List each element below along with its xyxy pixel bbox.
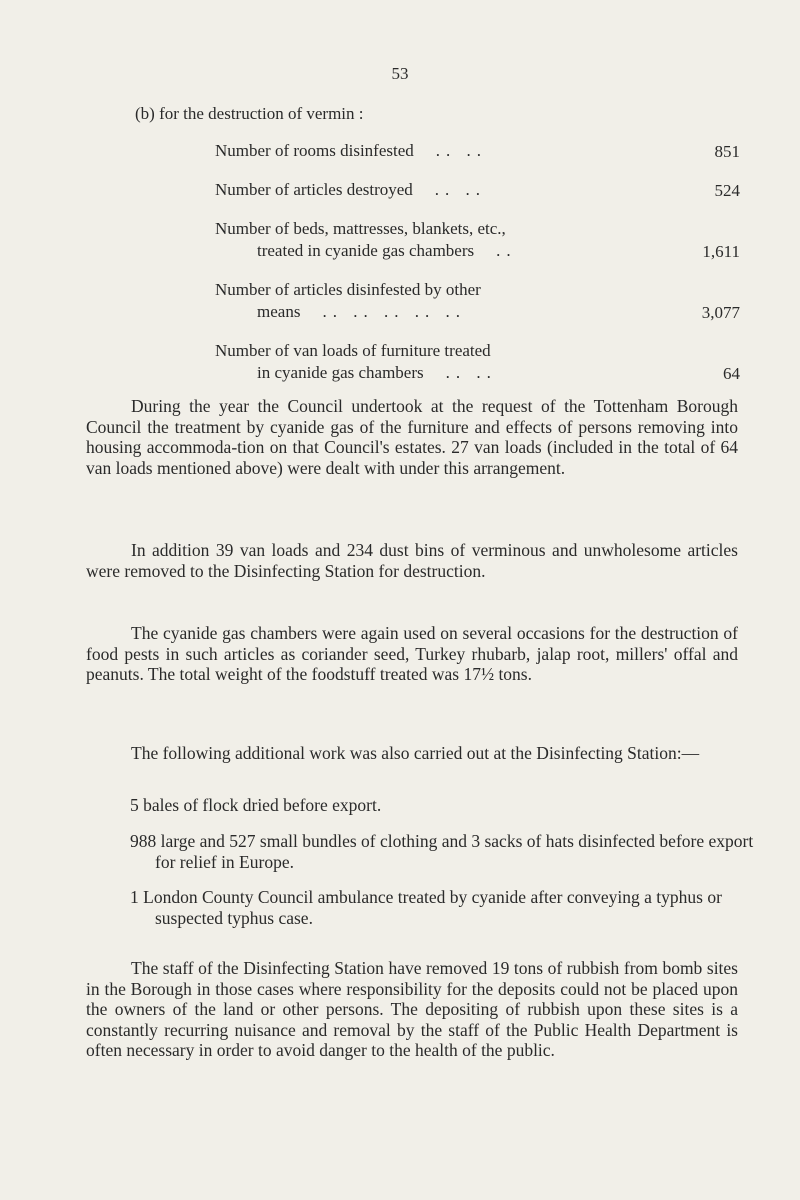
stat-label-text: Number of articles disinfested by other	[215, 280, 481, 299]
paragraph-additional-work-intro: The following additional work was also carried out at the Disinfecting Station:—	[131, 743, 700, 763]
stat-value: 3,077	[701, 303, 740, 322]
stat-label-continuation: treated in cyanide gas chambers	[257, 241, 475, 260]
list-item-flock: 5 bales of flock dried before export.	[130, 795, 382, 815]
paragraph-food-pests: The cyanide gas chambers were again used on several occasions for the destruction of food pests in such articles as coriander seed, Turkey rhubarb, jalap root, millers' offal and peanuts. The total weight of the foodstuff treated was 17½ tons.	[86, 623, 738, 684]
stat-row-rooms-disinfested	[215, 140, 740, 162]
vermin-statistics-table	[215, 140, 740, 401]
leader-dots: .. ..	[435, 141, 488, 160]
list-item-clothing: 988 large and 527 small bundles of clothing and 3 sacks of hats disinfected before export for relief in Europe.	[130, 831, 754, 872]
paragraph-rubbish-removal: The staff of the Disinfecting Station have removed 19 tons of rubbish from bomb sites in the Borough in those cases where responsibility for the deposits could not be placed upon the owners of the land or other persons. The depositing of rubbish upon these sites is a constantly recurring nuisance and removal by the staff of the Public Health Department is often necessary in order to avoid danger to the health of the public.	[86, 958, 738, 1060]
leader-dots: .. .. .. .. ..	[322, 302, 466, 321]
stat-label	[215, 279, 625, 323]
leader-dots: .. ..	[445, 363, 497, 382]
stat-row-articles-other-means	[215, 279, 740, 323]
leader-dots: .. ..	[434, 180, 487, 199]
stat-label-text: Number of rooms disinfested	[215, 141, 414, 160]
stat-value: 1,611	[702, 242, 740, 261]
stat-label	[215, 340, 625, 384]
list-item-ambulance: 1 London County Council ambulance treated by cyanide after conveying a typhus or suspected typhus case.	[130, 887, 722, 928]
stat-label-text: Number of articles destroyed	[215, 180, 413, 199]
leader-dots: ..	[496, 241, 517, 260]
stat-label	[215, 179, 625, 201]
stat-label	[215, 218, 625, 262]
stat-label-text: Number of beds, mattresses, blankets, etc.,	[215, 219, 506, 238]
stat-row-van-loads	[215, 340, 740, 384]
stat-row-articles-destroyed	[215, 179, 740, 201]
page-number: 53	[391, 64, 409, 83]
stat-value: 851	[714, 142, 740, 161]
paragraph-tottenham: During the year the Council undertook at the request of the Tottenham Borough Council the treatment by cyanide gas of the furniture and effects of persons removing into housing accommoda-tion on that Council's estates. 27 van loads (included in the total of 64 van loads mentioned above) were dealt with under this arrangement.	[86, 396, 738, 478]
stat-label-continuation: in cyanide gas chambers	[257, 363, 424, 382]
section-heading: (b) for the destruction of vermin :	[135, 104, 364, 123]
paragraph-verminous-articles: In addition 39 van loads and 234 dust bins of verminous and unwholesome articles were removed to the Disinfecting Station for destruction.	[86, 540, 738, 581]
stat-label	[215, 140, 625, 162]
stat-value: 524	[714, 181, 740, 200]
stat-row-beds-treated	[215, 218, 740, 262]
stat-label-text: Number of van loads of furniture treated	[215, 341, 491, 360]
stat-value: 64	[723, 364, 740, 383]
stat-label-continuation: means	[257, 302, 301, 321]
